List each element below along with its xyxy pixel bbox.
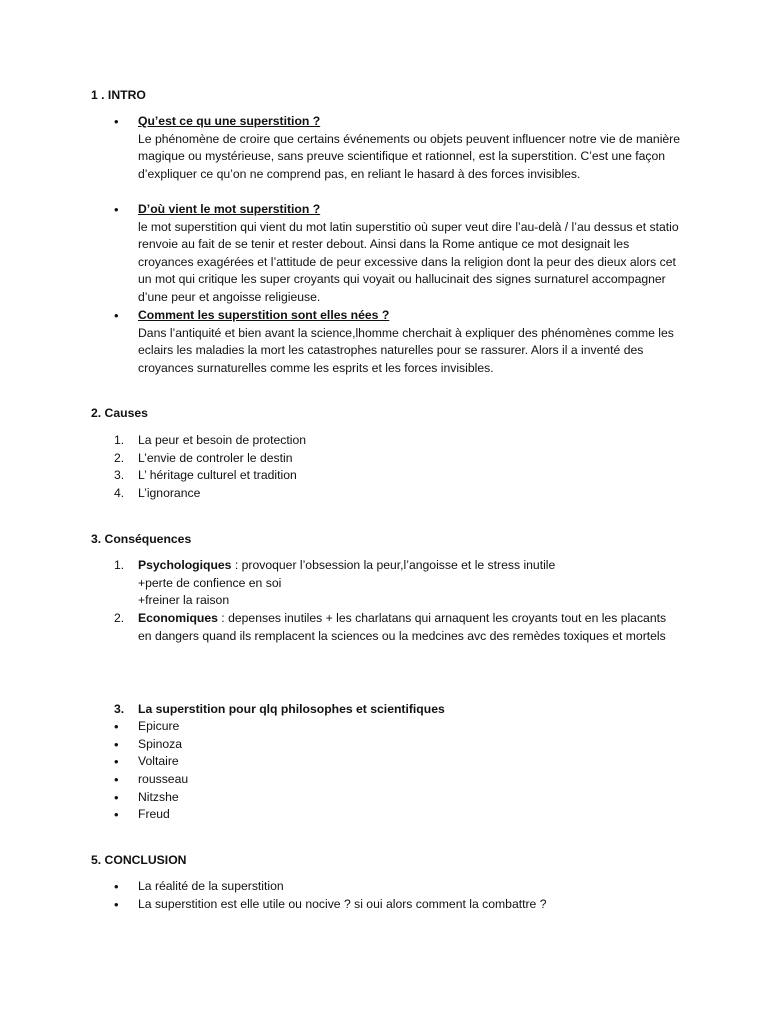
- bullet-icon: •: [114, 807, 119, 822]
- consequence-economic: 2. Economiques : depenses inutiles + les charlatans qui arnaquent les croyants tout en les placants en dangers quand ils remplacent la sciences ou la medcines avc des remèdes toxiques et mortels: [114, 611, 667, 643]
- philosophers-heading: 3. La superstition pour qlq philosophes et scientifiques: [114, 702, 445, 716]
- intro-item-definition: [114, 113, 683, 183]
- bullet-icon: •: [114, 719, 119, 734]
- conclusion-item: • La réalité de la superstition: [114, 879, 284, 894]
- intro-question-title: D’où vient le mot superstition ?: [138, 202, 321, 216]
- intro-heading: 1 . INTRO: [91, 88, 146, 102]
- intro-question-text: le mot superstition qui vient du mot latin superstitio où super veut dire l’au-delà / l’au dessus et statio renvoie au fait de se tenir et rester debout. Ainsi dans la Rome antique ce mot designait les croyances exagérées et l’attitude de peur excessive dans la religion dont la peur des dieux alors cet un mot qui critique les super croyants qui voyait ou hallucinait des signes surnaturel accompagner d’une peur et angoisse religieuse.: [138, 219, 679, 304]
- intro-question-text: Le phénomène de croire que certains événements ou objets peuvent influencer notre vie de manière magique ou mystérieuse, sans preuve scientifique et rationnel, est la superstition. C’est une façon d’expliquer ce qu’on ne comprend pas, en reliant le hasard à des forces invisibles.: [138, 131, 681, 181]
- intro-item-birth: [114, 307, 683, 377]
- causes-item: 4. L’ignorance: [114, 486, 201, 500]
- philosopher-item: • Epicure: [114, 719, 180, 734]
- philosopher-item: • Spinoza: [114, 737, 183, 752]
- intro-question-title: Comment les superstition sont elles nées ?: [138, 308, 390, 322]
- conclusion-item: • La superstition est elle utile ou nocive ? si oui alors comment la combattre ?: [114, 897, 547, 912]
- bullet-icon: •: [114, 737, 119, 752]
- intro-question-title: Qu’est ce qu une superstition ?: [138, 114, 321, 128]
- philosopher-item: • Freud: [114, 807, 170, 822]
- bullet-icon: •: [114, 308, 119, 323]
- bullet-icon: •: [114, 879, 119, 894]
- consequence-label: Economiques: [138, 611, 218, 625]
- bullet-icon: •: [114, 897, 119, 912]
- bullet-icon: •: [114, 790, 119, 805]
- consequence-label: Psychologiques: [138, 558, 232, 572]
- intro-question-text: Dans l’antiquité et bien avant la science,lhomme cherchait à expliquer des phénomènes comme les eclairs les maladies la mort les catastrophes naturelles pour se rassurer. Alors il a inventé des croyances surnaturelles comme les esprits et les forces invisibles.: [138, 325, 674, 375]
- consequence-psychological: 1. Psychologiques : provoquer l’obsession la peur,l’angoisse et le stress inutile +perte de confience en soi +freiner la raison: [114, 558, 556, 608]
- philosopher-item: • rousseau: [114, 772, 189, 787]
- bullet-icon: •: [114, 114, 119, 129]
- bullet-icon: •: [114, 772, 119, 787]
- consequences-heading: 3. Conséquences: [91, 532, 192, 546]
- causes-heading: 2. Causes: [91, 406, 148, 420]
- intro-item-origin: [114, 201, 683, 307]
- philosopher-item: • Voltaire: [114, 754, 179, 769]
- conclusion-heading: 5. CONCLUSION: [91, 853, 187, 867]
- causes-item: 2. L’envie de controler le destin: [114, 451, 293, 465]
- bullet-icon: •: [114, 754, 119, 769]
- causes-item: 3. L’ héritage culturel et tradition: [114, 468, 297, 482]
- causes-item: 1. La peur et besoin de protection: [114, 433, 307, 447]
- bullet-icon: •: [114, 202, 119, 217]
- philosopher-item: • Nitzshe: [114, 790, 179, 805]
